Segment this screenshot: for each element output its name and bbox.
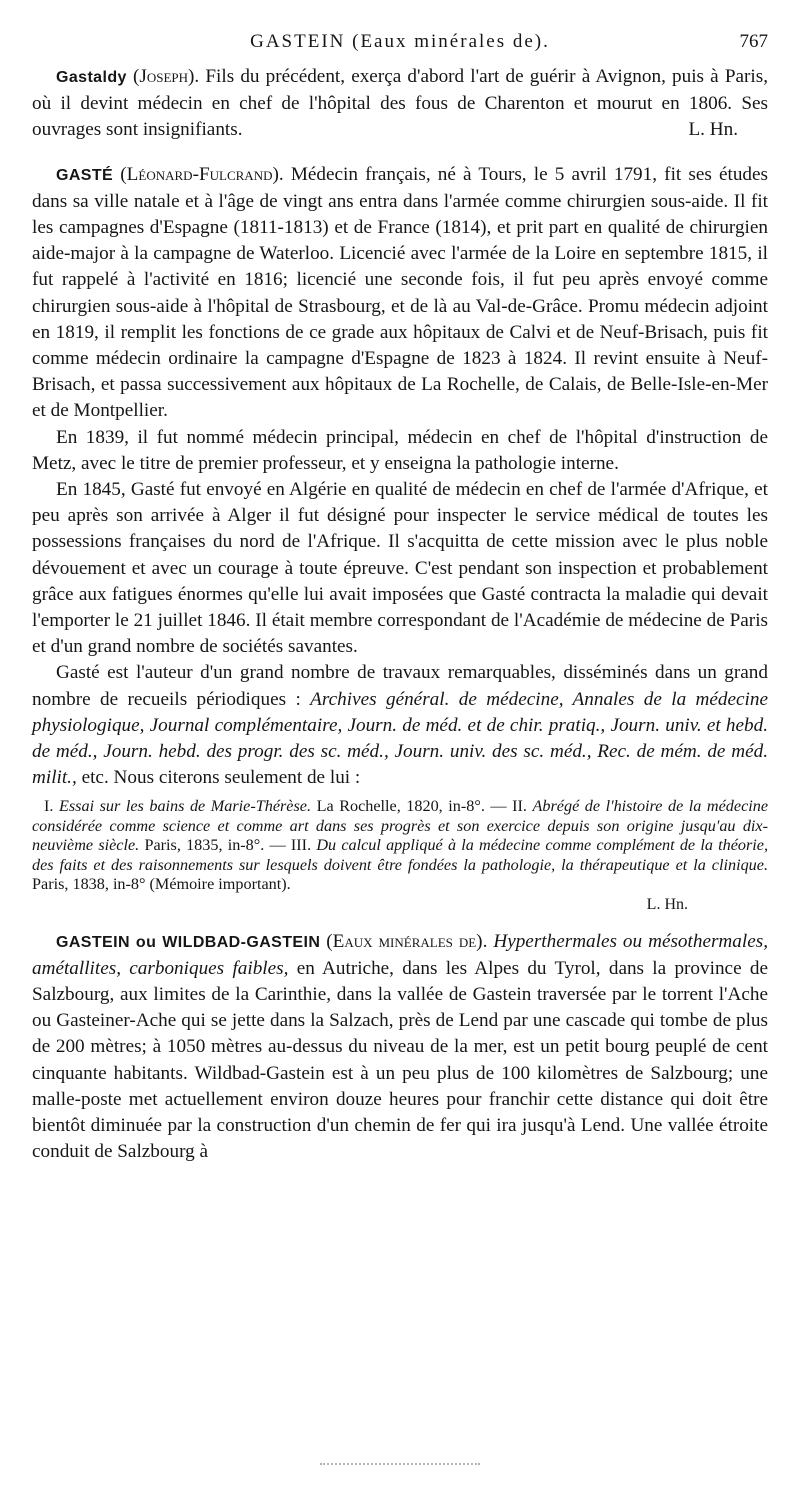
entry-gaste-para-2: En 1839, il fut nommé médecin principal, médecin en chef de l'hôpital d'instruction de Metz, avec le titre de premier professeur, et y enseigna la pathologie interne. (32, 426, 768, 474)
entry-gaste-para-3: En 1845, Gasté fut envoyé en Algérie en qualité de médecin en chef de l'armée d'Afrique, et peu après son arrivée à Alger il fut désigné pour inspecter le service médical de toutes les possessions françaises du nord de l'Afrique. Il s'acquitta de cette mission avec le plus noble dévouement et avec un courage à toute épreuve. C'est pendant son inspection et probablement grâce aux fatigues énormes qu'elle lui avait imposées que Gasté contracta la maladie qui devait l'emporter le 21 juillet 1846. Il était membre correspondant de l'Académie de médecine de Paris et d'un grand nombre de sociétés savantes. (32, 479, 768, 658)
entry-gaste-para-1 (32, 162, 768, 425)
author-signature: L. Hn. (688, 119, 738, 141)
ref-number: III. (290, 836, 312, 855)
bibliography-entries (32, 797, 768, 894)
entry-text: Fils du précédent, exerça d'abord l'art de guérir à Avignon, puis à Paris, où il devint médecin en chef de l'hôpital des fous de Charenton et mourut en 1806. Ses ouvrages sont insignifiants. (32, 66, 769, 141)
entry-forename: (Léonard-Fulcrand). (120, 163, 284, 185)
entry-forename: (Joseph). (132, 66, 200, 87)
entry-gastein (32, 929, 768, 1166)
spacer (32, 144, 768, 162)
ref-title: Abrégé de l'histoire de la médecine considérée comme science et comme art dans ses progrès et son exercice depuis son origine jusqu'au dix-neuvième siècle. (32, 797, 769, 855)
page-number: 767 (739, 31, 768, 52)
entry-text: etc. Nous citerons seulement de lui : (81, 767, 361, 789)
bibliography (32, 797, 768, 913)
spacer (32, 914, 768, 929)
entry-gastaldy (32, 64, 768, 144)
ref-publication: Paris, 1835, in-8°. — (144, 836, 286, 855)
author-signature: L. Hn. (646, 895, 688, 913)
entry-headword: Gastaldy (56, 69, 127, 86)
footer-dotted-rule (320, 1463, 480, 1465)
ref-publication: La Rochelle, 1820, in-8°. — (316, 797, 507, 816)
journal-list: Archives général. de médecine, Annales de la médecine physiologique, Journal complémentaire, Journ. de méd. et de chir. pratiq., Journ. univ. et hebd. de méd., Journ. hebd. des progr. des sc. méd., Journ. univ. des sc. méd., Rec. de mém. de méd. milit., (32, 688, 768, 789)
spring-types: Hyperthermales ou mésothermales, amétallites, carboniques faibles, (32, 930, 768, 979)
page-header (32, 31, 768, 59)
entry-headword: GASTEIN ou WILDBAD-GASTEIN (56, 933, 321, 951)
entry-gaste-para-4 (32, 660, 768, 791)
entry-subtitle: (Eaux minérales de). (326, 930, 488, 952)
entry-text: en Autriche, dans les Alpes du Tyrol, dans la province de Salzbourg, aux limites de la Carinthie, dans la vallée de Gastein traversée par le torrent l'Ache ou Gasteiner-Ache qui se jette dans la Salzach, près de Lend par une cascade qui tombe de plus de 200 mètres; à 1050 mètres au-dessus du niveau de la mer, est un petit bourg peuplé de cent cinquante habitants. Wildbad-Gastein est à un peu plus de 100 kilomètres de Salzbourg; une malle-poste met actuellement environ douze heures pour franchir cette distance qui doit être bientôt diminuée par la construction d'un chemin de fer qui ira jusqu'à Lend. Une vallée étroite conduit de Salzbourg à (32, 957, 768, 1163)
entry-headword: GASTÉ (56, 166, 114, 184)
entry-text: Médecin français, né à Tours, le 5 avril 1791, fit ses études dans sa ville natale et à l'âge de vingt ans entra dans l'armée comme chirurgien sous-aide. Il fit les campagnes d'Espagne (1811-1813) et de France (1814), et prit part en qualité de chirurgien aide-major à la campagne de Waterloo. Licencié avec l'armée de la Loire en septembre 1815, il fut rappelé à l'activité en 1816; licencié une seconde fois, il fut peu après envoyé comme chirurgien sous-aide à l'hôpital de Strasbourg, et de là au Val-de-Grâce. Promu médecin adjoint en 1819, il remplit les fonctions de ce grade aux hôpitaux de Calvi et de Neuf-Brisach, puis fit comme médecin ordinaire la campagne d'Espagne de 1823 à 1824. Il revint ensuite à Neuf-Brisach, et passa successivement aux hôpitaux de La Rochelle, de Calais, de Belle-Isle-en-Mer et de Montpellier. (32, 163, 769, 422)
page-body (32, 64, 768, 1165)
ref-number: II. (512, 797, 527, 816)
ref-publication: Paris, 1838, in-8° (Mémoire important). (32, 875, 291, 894)
ref-title: Du calcul appliqué à la médecine comme complément de la théorie, des faits et des raisonnements sur lesquels doivent être fondées la pathologie, la thérapeutique et la clinique. (32, 836, 769, 874)
entry-text: Gasté est l'auteur d'un grand nombre de travaux remarquables, disséminés dans un grand nombre de recueils périodiques : (32, 662, 768, 710)
ref-number: I. (44, 797, 54, 816)
running-head: GASTEIN (Eaux minérales de). (250, 31, 550, 52)
ref-title: Essai sur les bains de Marie-Thérèse. (58, 797, 312, 816)
